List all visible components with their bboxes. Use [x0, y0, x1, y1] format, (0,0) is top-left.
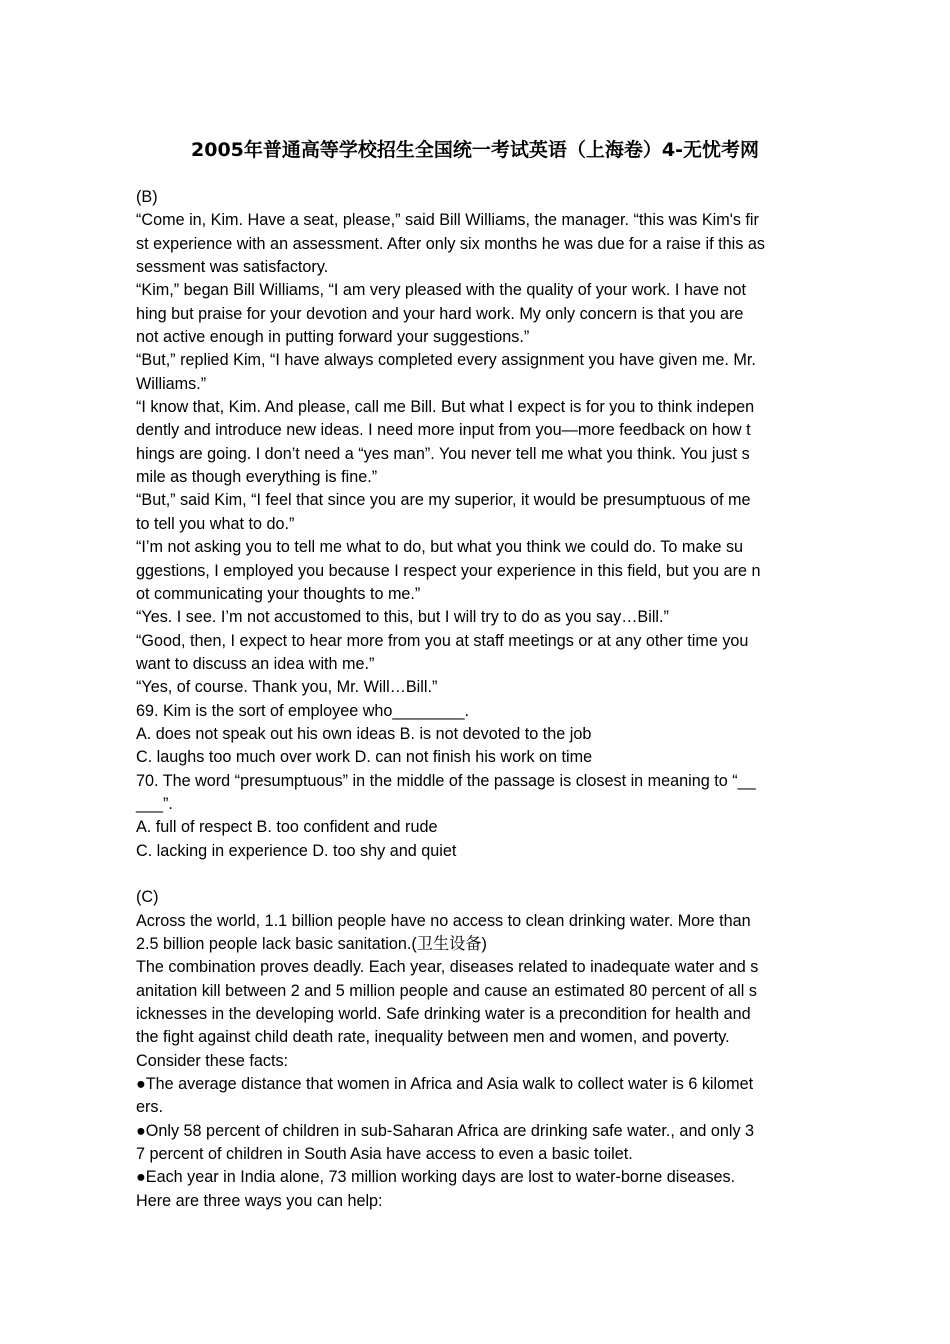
text-line: mile as though everything is fine.” — [136, 468, 378, 487]
text-line: hings are going. I don’t need a “yes man”. You never tell me what you think. You just s — [136, 444, 750, 463]
text-line: Here are three ways you can help: — [136, 1191, 383, 1210]
text-line: “Good, then, I expect to hear more from you at staff meetings or at any other time you — [136, 631, 749, 650]
text-line: Across the world, 1.1 billion people have no access to clean drinking water. More than — [136, 911, 751, 930]
text-line: ot communicating your thoughts to me.” — [136, 584, 421, 603]
text-line: The combination proves deadly. Each year, diseases related to inadequate water and s — [136, 958, 759, 977]
text-line: st experience with an assessment. After only six months he was due for a raise if this as — [136, 234, 765, 253]
bullet-item: ●The average distance that women in Africa and Asia walk to collect water is 6 kilomet — [136, 1075, 754, 1094]
question-70-cont: ___”. — [136, 794, 173, 813]
text-line: “Yes, of course. Thank you, Mr. Will…Bill.” — [136, 678, 438, 697]
question-70-options-ab: A. full of respect B. too confident and rude — [136, 818, 438, 837]
text-line: icknesses in the developing world. Safe drinking water is a precondition for health and — [136, 1005, 751, 1024]
text-line: hing but praise for your devotion and your hard work. My only concern is that you are — [136, 304, 744, 323]
text-line: want to discuss an idea with me.” — [136, 654, 375, 673]
question-70: 70. The word “presumptuous” in the middle of the passage is closest in meaning to “__ — [136, 771, 756, 790]
text-line: “Yes. I see. I’m not accustomed to this, but I will try to do as you say…Bill.” — [136, 608, 669, 627]
blank-line — [136, 863, 816, 886]
document-title: 2005年普通高等学校招生全国统一考试英语（上海卷）4-无忧考网 — [191, 139, 759, 161]
section-b — [136, 186, 816, 863]
text-line: Consider these facts: — [136, 1051, 289, 1070]
text-line: to tell you what to do.” — [136, 514, 295, 533]
text-line: “But,” said Kim, “I feel that since you are my superior, it would be presumptuous of me — [136, 491, 751, 510]
text-line: ggestions, I employed you because I respect your experience in this field, but you are n — [136, 561, 761, 580]
question-70-options-cd: C. lacking in experience D. too shy and quiet — [136, 841, 457, 860]
question-69-options-ab: A. does not speak out his own ideas B. is not devoted to the job — [136, 724, 592, 743]
text-line: ers. — [136, 1098, 163, 1117]
question-69-options-cd: C. laughs too much over work D. can not finish his work on time — [136, 748, 593, 767]
text-line: “But,” replied Kim, “I have always completed every assignment you have given me. Mr. — [136, 351, 756, 370]
text-line: “Come in, Kim. Have a seat, please,” said Bill Williams, the manager. “this was Kim's fir — [136, 211, 759, 230]
bullet-item: ●Each year in India alone, 73 million working days are lost to water-borne diseases. — [136, 1168, 736, 1187]
text-line: sessment was satisfactory. — [136, 258, 329, 277]
text-line: anitation kill between 2 and 5 million people and cause an estimated 80 percent of all s — [136, 981, 757, 1000]
text-line: Williams.” — [136, 374, 207, 393]
bullet-item: ●Only 58 percent of children in sub-Saharan Africa are drinking safe water., and only 3 — [136, 1121, 755, 1140]
text-line: “Kim,” began Bill Williams, “I am very pleased with the quality of your work. I have not — [136, 281, 746, 300]
text-line: dently and introduce new ideas. I need more input from you—more feedback on how t — [136, 421, 751, 440]
text-line: 2.5 billion people lack basic sanitation.(卫生设备) — [136, 935, 487, 953]
text-line: the fight against child death rate, inequality between men and women, and poverty. — [136, 1028, 730, 1047]
text-line: 7 percent of children in South Asia have access to even a basic toilet. — [136, 1145, 633, 1164]
section-heading: (B) — [136, 188, 158, 206]
text-line: “I know that, Kim. And please, call me Bill. But what I expect is for you to think indepen — [136, 398, 755, 417]
text-line: not active enough in putting forward your suggestions.” — [136, 328, 530, 347]
section-c — [136, 886, 816, 1213]
text-line: “I’m not asking you to tell me what to do, but what you think we could do. To make su — [136, 538, 744, 557]
section-heading: (C) — [136, 888, 159, 907]
question-69: 69. Kim is the sort of employee who________. — [136, 701, 469, 720]
document-body — [136, 186, 816, 1213]
